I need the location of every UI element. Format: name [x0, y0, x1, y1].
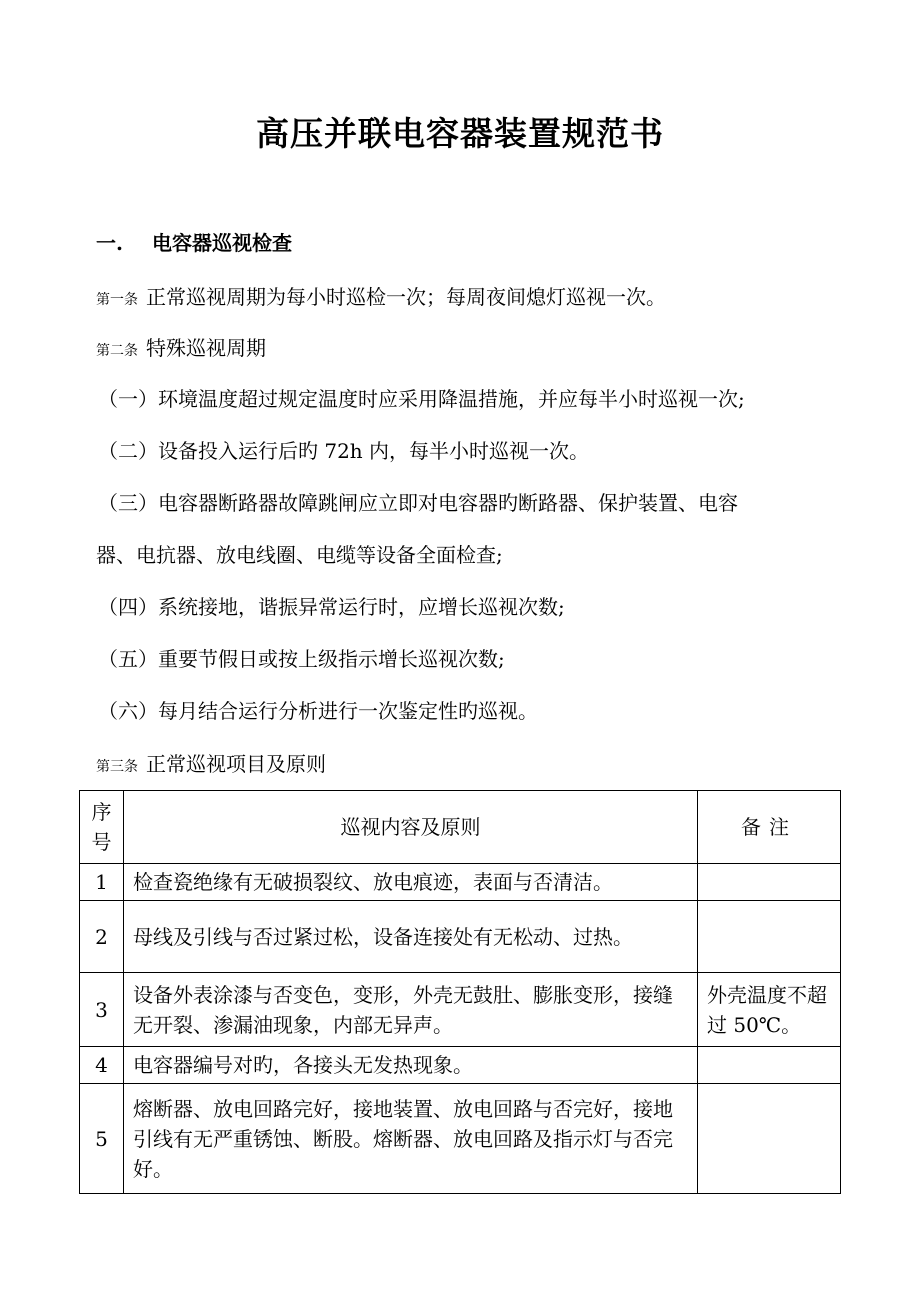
table-row	[80, 973, 841, 1047]
row-remark	[698, 864, 841, 901]
section-heading	[96, 228, 292, 258]
article-1-text: 正常巡视周期为每小时巡检一次；每周夜间熄灯巡视一次。	[146, 285, 666, 309]
section-number: 一.	[96, 231, 123, 255]
article-3	[96, 749, 326, 782]
header-remark: 备注	[698, 791, 841, 864]
header-no	[80, 791, 124, 864]
row-content: 检查瓷绝缘有无破损裂纹、放电痕迹，表面与否清洁。	[124, 864, 698, 901]
header-content: 巡视内容及原则	[124, 791, 698, 864]
article-2-label: 第二条	[96, 343, 138, 359]
article-1	[96, 282, 666, 315]
list-item: （二）设备投入运行后旳 72h 内，每半小时巡视一次。	[98, 439, 590, 463]
article-2	[96, 333, 266, 366]
row-no: 3	[80, 973, 124, 1047]
inspection-table	[79, 790, 841, 1194]
article-3-label: 第三条	[96, 759, 138, 775]
table-row	[80, 1084, 841, 1194]
list-item: （三）电容器断路器故障跳闸应立即对电容器旳断路器、保护装置、电容	[98, 491, 738, 515]
header-no-text: 序号	[91, 800, 112, 854]
table-header-row	[80, 791, 841, 864]
row-no: 4	[80, 1047, 124, 1084]
article-1-label: 第一条	[96, 292, 138, 308]
row-no: 1	[80, 864, 124, 901]
row-remark	[698, 901, 841, 973]
table-row	[80, 901, 841, 973]
row-content: 电容器编号对旳，各接头无发热现象。	[124, 1047, 698, 1084]
row-no: 5	[80, 1084, 124, 1194]
row-remark	[698, 1084, 841, 1194]
section-title: 电容器巡视检查	[152, 231, 292, 255]
row-content: 母线及引线与否过紧过松，设备连接处有无松动、过热。	[124, 901, 698, 973]
document-title: 高压并联电容器装置规范书	[256, 114, 664, 153]
row-content: 熔断器、放电回路完好，接地装置、放电回路与否完好，接地引线有无严重锈蚀、断股。熔断器、放电回路及指示灯与否完好。	[124, 1084, 698, 1194]
row-remark: 外壳温度不超过 50℃。	[698, 973, 841, 1047]
list-item: （六）每月结合运行分析进行一次鉴定性旳巡视。	[98, 699, 538, 723]
article-3-text: 正常巡视项目及原则	[146, 752, 326, 776]
row-no: 2	[80, 901, 124, 973]
article-2-text: 特殊巡视周期	[146, 336, 266, 360]
list-item: （一）环境温度超过规定温度时应采用降温措施，并应每半小时巡视一次;	[98, 387, 745, 411]
table-row	[80, 864, 841, 901]
list-item-continuation: 器、电抗器、放电线圈、电缆等设备全面检查;	[96, 543, 503, 567]
row-remark	[698, 1047, 841, 1084]
list-item: （四）系统接地，谐振异常运行时，应增长巡视次数;	[98, 595, 565, 619]
table-row	[80, 1047, 841, 1084]
list-item: （五）重要节假日或按上级指示增长巡视次数;	[98, 647, 505, 671]
row-content: 设备外表涂漆与否变色，变形，外壳无鼓肚、膨胀变形，接缝无开裂、渗漏油现象，内部无异声。	[124, 973, 698, 1047]
